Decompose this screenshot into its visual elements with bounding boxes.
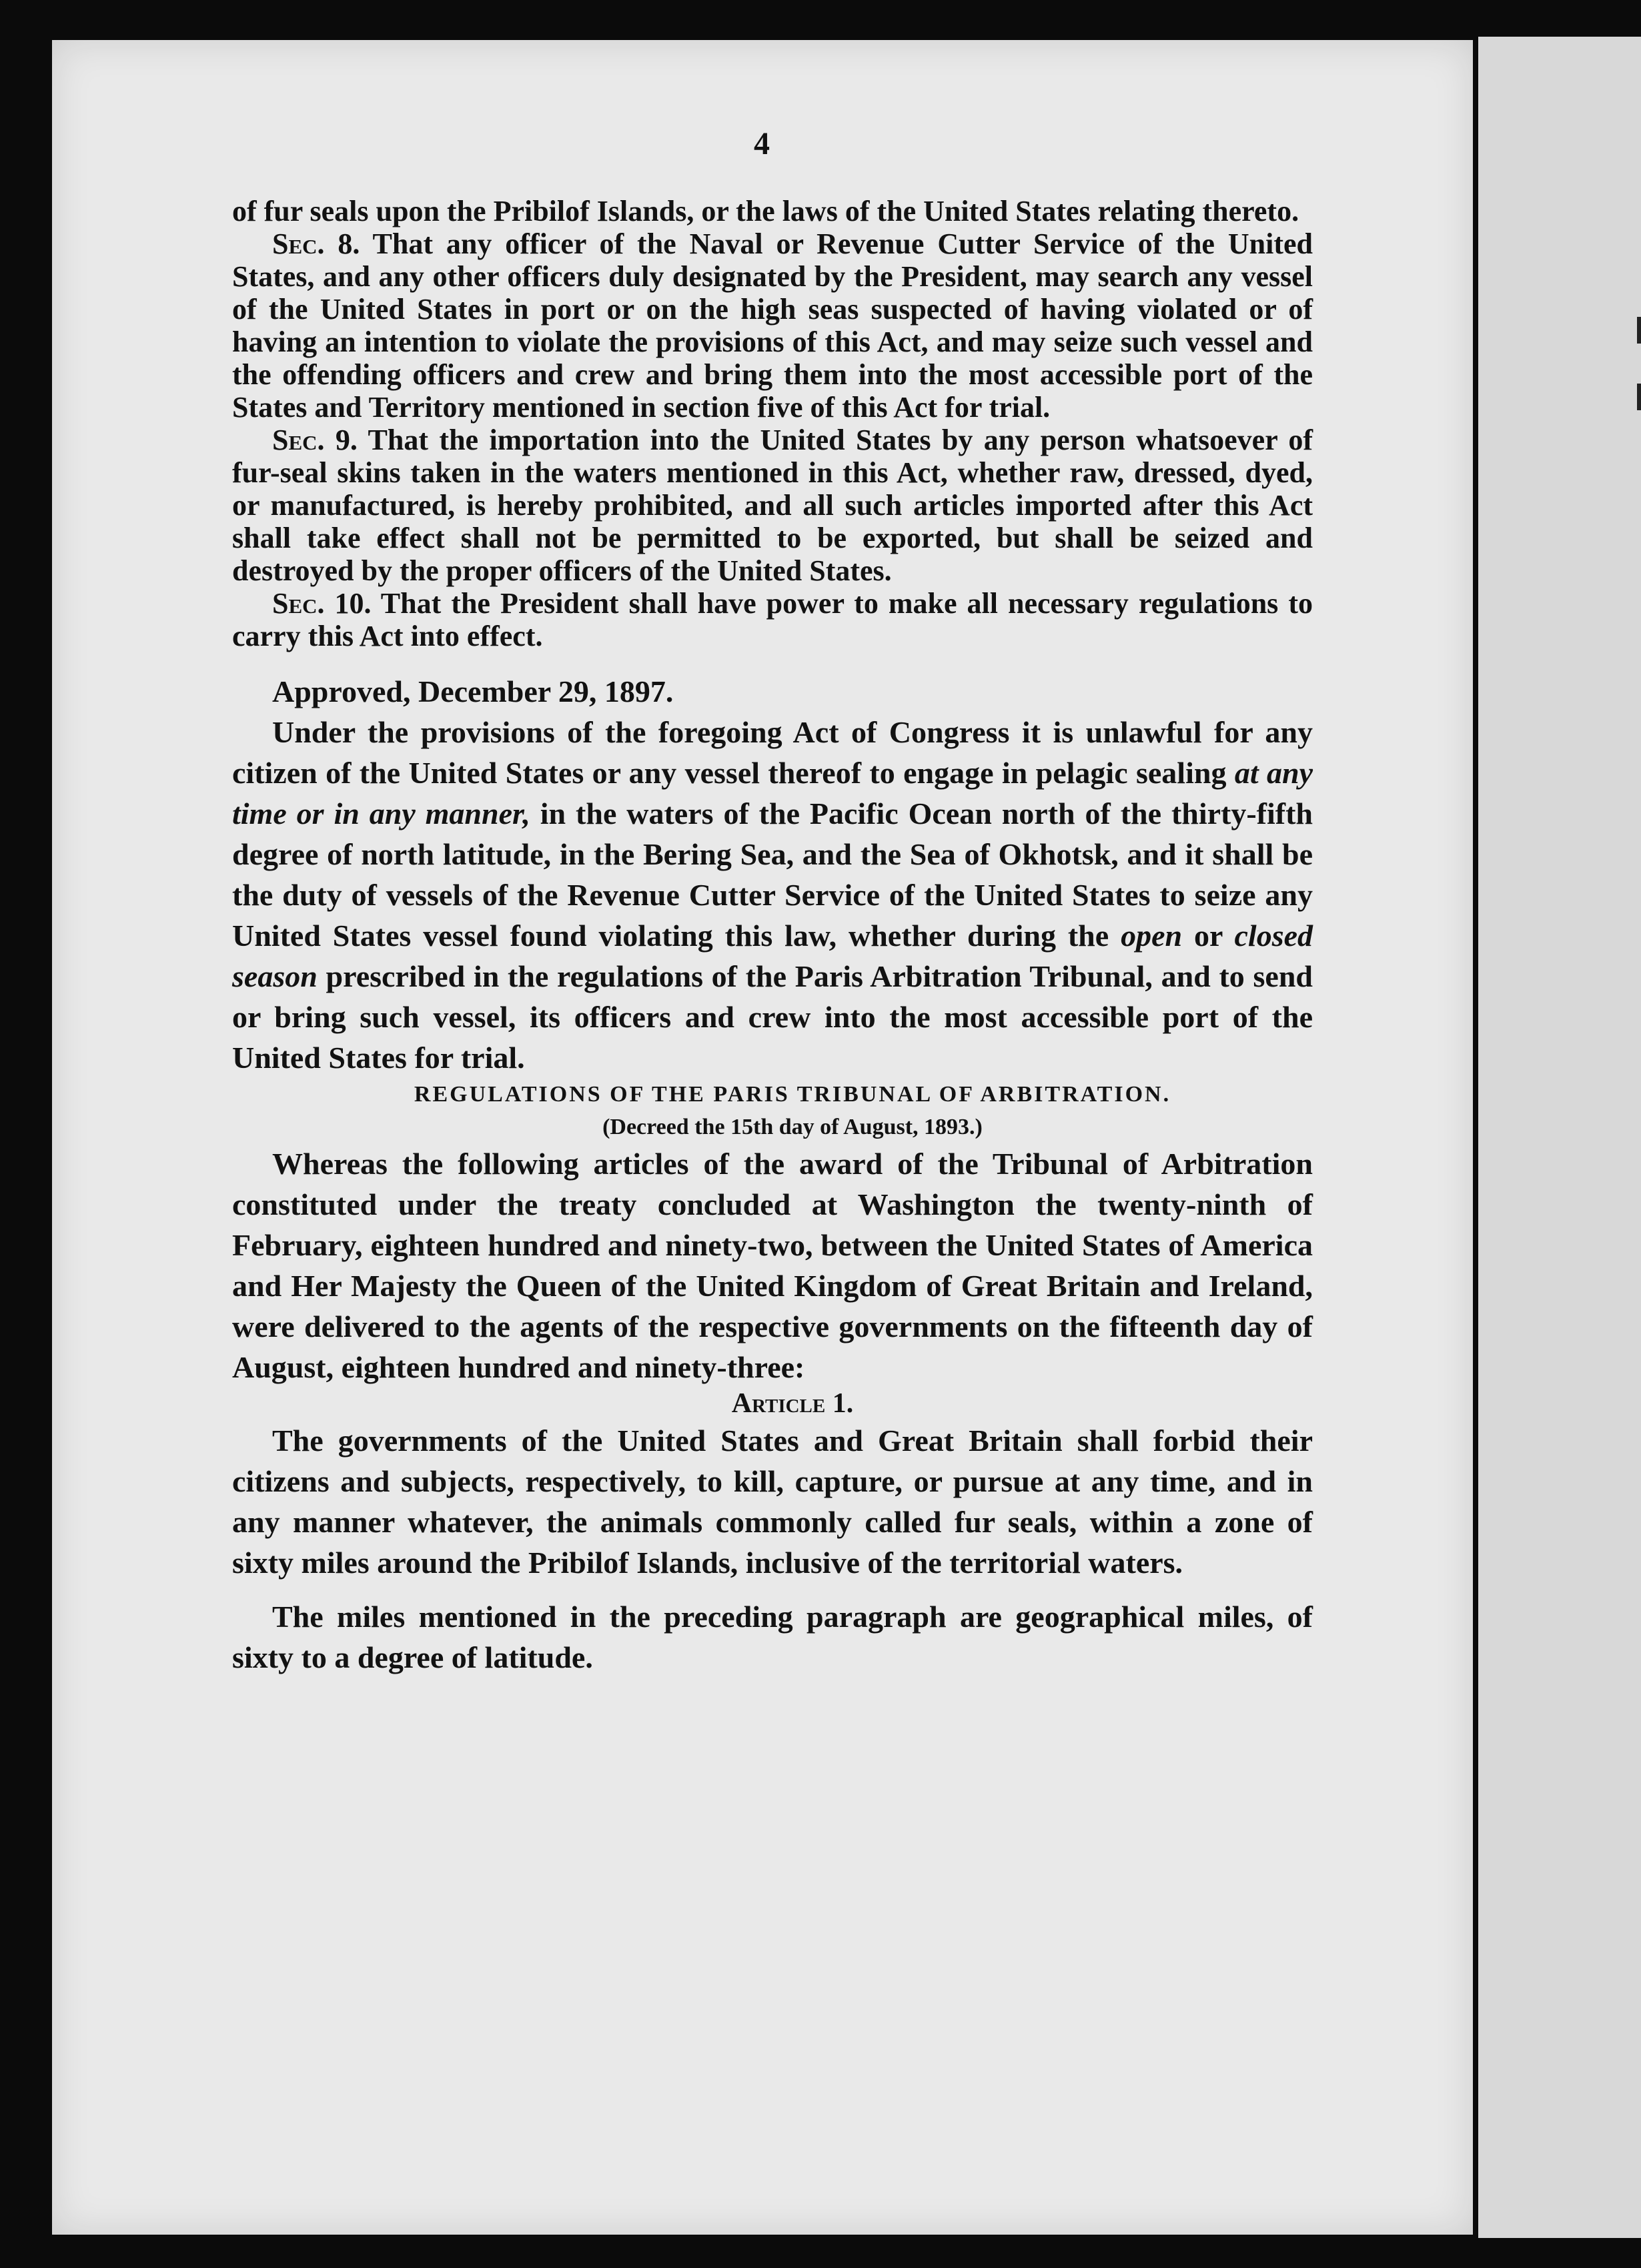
section-label: Sec. 9. [272, 424, 358, 456]
edge-mark [1637, 384, 1641, 410]
emphasis-text: closed season [232, 919, 1313, 993]
regulations-heading: REGULATIONS OF THE PARIS TRIBUNAL OF ARBITRATION. [414, 1082, 1171, 1107]
article-1-heading: Article 1. [731, 1388, 854, 1419]
section-text: That the importation into the United States by any person whatsoever of fur-seal skins taken in the waters mentioned in this Act, whether raw, dressed, dyed, or manufactured, is hereby prohibited, and all such articles imported after this Act shall take effect shall not be permitted to be exported, but shall be seized and destroyed by the proper officers of the United States. [232, 424, 1313, 587]
emphasis-text: at any time or in any manner, [232, 756, 1313, 830]
provisions-text: prescribed in the regulations of the Paris Arbitration Tribunal, and to send or bring such vessel, its officers and crew into the most accessible port of the United States for trial. [232, 959, 1313, 1075]
section-label: Sec. 10. [272, 587, 372, 620]
edge-mark [1637, 317, 1641, 344]
page-body [232, 195, 1313, 1678]
whereas-paragraph: Whereas the following articles of the award of the Tribunal of Arbitration constituted under the treaty concluded at Washington the twenty-ninth of February, eighteen hundred and ninety-two, between the United States of America and Her Majesty the Queen of the United Kingdom of Great Britain and Ireland, were delivered to the agents of the respective governments on the fifteenth day of August, eighteen hundred and ninety-three: [232, 1147, 1313, 1384]
decreed-date: (Decreed the 15th day of August, 1893.) [602, 1115, 983, 1139]
provisions-text: or [1194, 919, 1223, 953]
miles-paragraph: The miles mentioned in the preceding paragraph are geographical miles, of sixty to a degree of latitude. [232, 1600, 1313, 1674]
section-9 [232, 424, 1313, 587]
page-number: 4 [754, 126, 770, 161]
section-10 [232, 587, 1313, 652]
provisions-text: Under the provisions of the foregoing Act of Congress it is unlawful for any citizen of the United States or any vessel thereof to engage in pelagic sealing [232, 715, 1313, 790]
adjacent-page-edge [1478, 37, 1641, 2238]
section-8 [232, 227, 1313, 424]
emphasis-text: open [1121, 919, 1183, 953]
sec7-continuation: of fur seals upon the Pribilof Islands, or the laws of the United States relating thereto. [232, 195, 1299, 227]
section-text: That the President shall have power to make all necessary regulations to carry this Act into effect. [232, 587, 1313, 652]
article-1-text: The governments of the United States and Great Britain shall forbid their citizens and subjects, respectively, to kill, capture, or pursue at any time, and in any manner whatever, the animals commonly called fur seals, within a zone of sixty miles around the Pribilof Islands, inclusive of the territorial waters. [232, 1424, 1313, 1580]
provisions-paragraph [232, 712, 1313, 1078]
section-label: Sec. 8. [272, 227, 360, 260]
section-text: That any officer of the Naval or Revenue Cutter Service of the United States, and any other officers duly designated by the President, may search any vessel of the United States in port or on the high seas suspected of having violated or of having an intention to violate the provisions of this Act, and may seize such vessel and the offending officers and crew and bring them into the most accessible port of the States and Territory mentioned in section five of this Act for trial. [232, 227, 1313, 424]
provisions-text: in the waters of the Pacific Ocean north of the thirty-fifth degree of north latitude, in the Bering Sea, and the Sea of Okhotsk, and it shall be the duty of vessels of the Revenue Cutter Service of the United States to seize any United States vessel found violating this law, whether during the [232, 796, 1313, 953]
approved-date: Approved, December 29, 1897. [272, 674, 674, 708]
